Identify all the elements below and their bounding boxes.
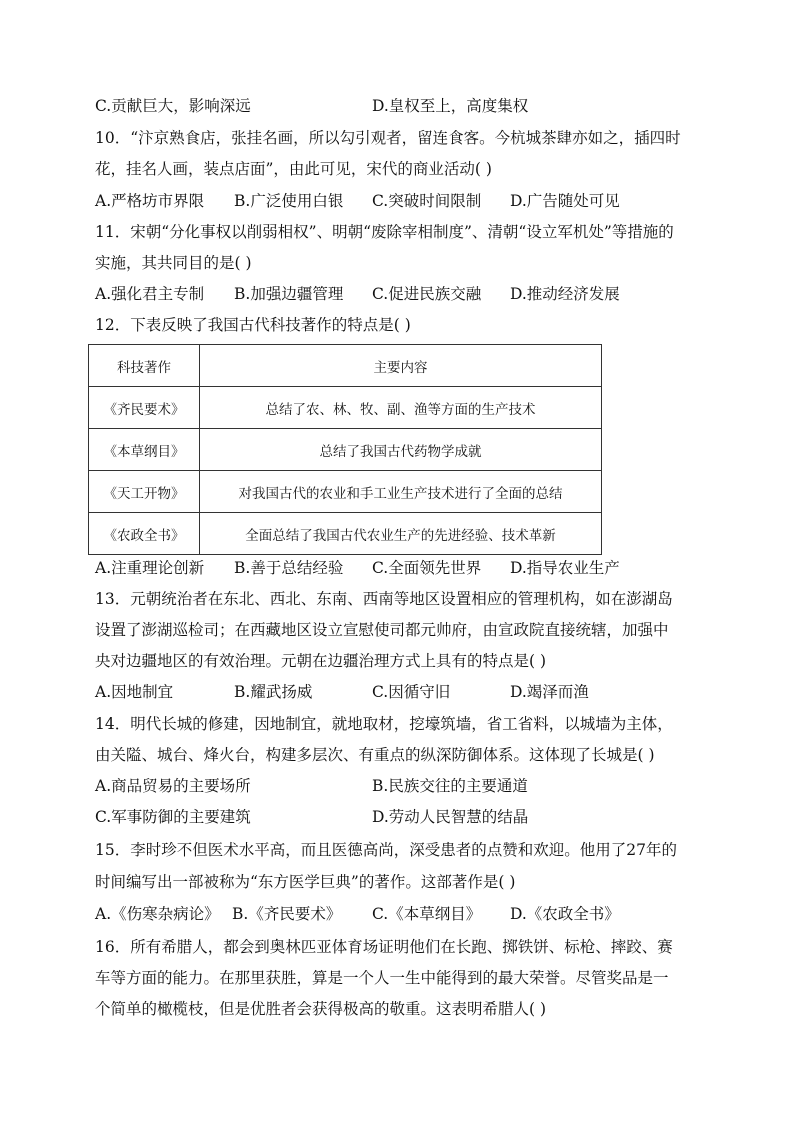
q11-stem-line-1: 11．宋朝“分化事权以削弱相权”、明朝“废除宰相制度”、清朝“设立军机处”等措施的 [95, 223, 674, 241]
table-header-cell: 科技著作 [89, 345, 200, 387]
table-row [89, 429, 602, 471]
q14-option-d: D.劳动人民智慧的结晶 [372, 808, 529, 826]
q15-option-d: D.《农政全书》 [510, 905, 620, 923]
q14-option-a: A.商品贸易的主要场所 [95, 777, 251, 795]
table-row [89, 471, 602, 513]
q10-option-a: A.严格坊市界限 [95, 192, 205, 210]
q12-option-c: C.全面领先世界 [372, 559, 482, 577]
q14-stem-line-2: 由关隘、城台、烽火台，构建多层次、有重点的纵深防御体系。这体现了长城是( ) [95, 746, 655, 764]
q14-stem-line-1: 14．明代长城的修建，因地制宜，就地取材，挖壕筑墙，省工省料，以城墙为主体， [95, 715, 673, 733]
q13-option-c: C.因循守旧 [372, 683, 451, 701]
q13-option-d: D.竭泽而渔 [510, 683, 589, 701]
q16-stem-line-2: 车等方面的能力。在那里获胜，算是一个人一生中能得到的最大荣誉。尽管奖品是一 [95, 969, 669, 987]
q12-stem-line-1: 12．下表反映了我国古代科技著作的特点是( ) [95, 316, 411, 334]
table-cell: 总结了我国古代药物学成就 [200, 429, 602, 471]
q12-option-a: A.注重理论创新 [95, 559, 205, 577]
q16-stem-line-3: 个简单的橄榄枝，但是优胜者会获得极高的敬重。这表明希腊人( ) [95, 1000, 547, 1018]
table-cell: 全面总结了我国古代农业生产的先进经验、技术革新 [200, 513, 602, 555]
q15-option-b: B.《齐民要术》 [232, 905, 342, 923]
q13-option-a: A.因地制宜 [95, 683, 174, 701]
q11-stem-line-2: 实施，其共同目的是( ) [95, 254, 252, 272]
q10-stem-line-1: 10．“汴京熟食店，张挂名画，所以勾引观者，留连食客。今杭城茶肆亦如之，插四时 [95, 129, 681, 147]
table-row [89, 513, 602, 555]
q11-option-c: C.促进民族交融 [372, 285, 482, 303]
q12-option-d: D.指导农业生产 [510, 559, 620, 577]
q9-option-c: C.贡献巨大，影响深远 [95, 97, 251, 115]
q15-option-c: C.《本草纲目》 [372, 905, 482, 923]
q15-option-a: A.《伤寒杂病论》 [95, 905, 220, 923]
q11-option-d: D.推动经济发展 [510, 285, 620, 303]
q13-stem-line-3: 央对边疆地区的有效治理。元朝在边疆治理方式上具有的特点是( ) [95, 652, 547, 670]
q14-option-b: B.民族交往的主要通道 [372, 777, 528, 795]
q9-option-d: D.皇权至上，高度集权 [372, 97, 529, 115]
q16-stem-line-1: 16．所有希腊人，都会到奥林匹亚体育场证明他们在长跑、掷铁饼、标枪、摔跤、赛 [95, 938, 673, 956]
table-cell: 《天工开物》 [89, 471, 200, 513]
table-cell: 总结了农、林、牧、副、渔等方面的生产技术 [200, 387, 602, 429]
q11-option-a: A.强化君主专制 [95, 285, 205, 303]
q15-stem-line-2: 时间编写出一部被称为“东方医学巨典”的著作。这部著作是( ) [95, 873, 516, 891]
table-header-cell: 主要内容 [200, 345, 602, 387]
q14-option-c: C.军事防御的主要建筑 [95, 808, 251, 826]
q10-stem-line-2: 花，挂名人画，装点店面”，由此可见，宋代的商业活动( ) [95, 160, 492, 178]
table-cell: 《本草纲目》 [89, 429, 200, 471]
table-row [89, 387, 602, 429]
table-cell: 《齐民要术》 [89, 387, 200, 429]
q11-option-b: B.加强边疆管理 [234, 285, 344, 303]
table-cell: 《农政全书》 [89, 513, 200, 555]
tech-works-table [88, 344, 602, 555]
q10-option-b: B.广泛使用白银 [234, 192, 344, 210]
q13-option-b: B.耀武扬威 [234, 683, 313, 701]
q10-option-c: C.突破时间限制 [372, 192, 482, 210]
q13-stem-line-1: 13．元朝统治者在东北、西北、东南、西南等地区设置相应的管理机构，如在澎湖岛 [95, 590, 673, 608]
q13-stem-line-2: 设置了澎湖巡检司；在西藏地区设立宣慰使司都元帅府，由宣政院直接统辖，加强中 [95, 621, 669, 639]
q10-option-d: D.广告随处可见 [510, 192, 620, 210]
table-header-row [89, 345, 602, 387]
table-cell: 对我国古代的农业和手工业生产技术进行了全面的总结 [200, 471, 602, 513]
q12-option-b: B.善于总结经验 [234, 559, 344, 577]
q15-stem-line-1: 15．李时珍不但医术水平高，而且医德高尚，深受患者的点赞和欢迎。他用了27年的 [95, 841, 677, 859]
